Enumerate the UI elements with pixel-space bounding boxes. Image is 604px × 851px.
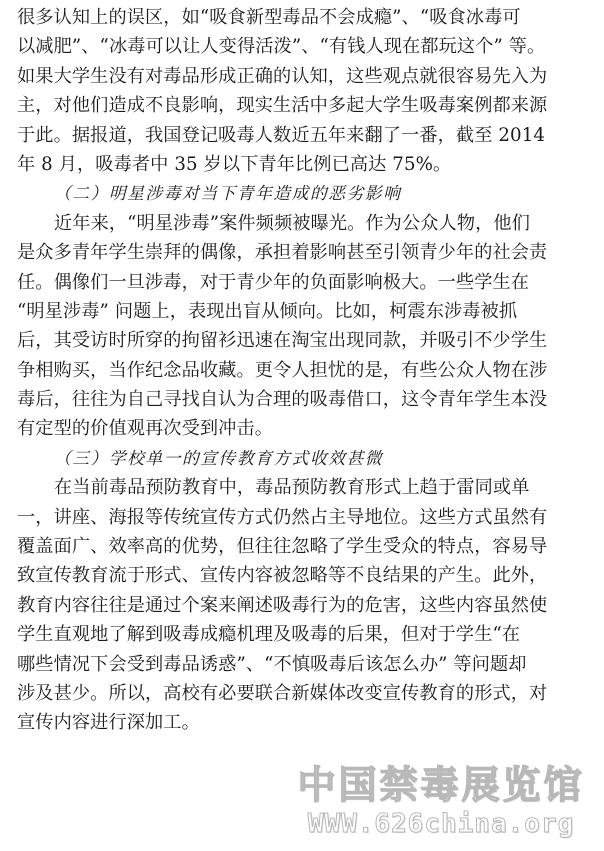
section-heading: （二）明星涉毒对当下青年造成的恶劣影响 [54, 183, 402, 204]
paragraph-line: 如果大学生没有对毒品形成正确的认知，这些观点就很容易先入为 [17, 65, 548, 87]
paragraph-line: 主，对他们造成不良影响，现实生活中多起大学生吸毒案例都来源 [17, 95, 548, 117]
paragraph-line: 争相购买，当作纪念品收藏。更令人担忧的是，有些公众人物在涉 [17, 359, 548, 381]
paragraph-line: 教育内容往往是通过个案来阐述吸毒行为的危害，这些内容虽然使 [17, 594, 548, 616]
section-3 [17, 444, 587, 738]
paragraph-line: 任。偶像们一旦涉毒，对于青少年的负面影响极大。一些学生在 [17, 271, 530, 293]
paragraph-line: 涉及甚少。所以，高校有必要联合新媒体改变宣传教育的形式，对 [17, 682, 548, 704]
paragraph-line: 于此。据报道，我国登记吸毒人数近五年来翻了一番，截至 2014 [17, 124, 546, 146]
section-1-tail [17, 3, 587, 179]
watermark-url: WWW.626china.org [307, 809, 575, 839]
section-heading: （三）学校单一的宣传教育方式收效甚微 [54, 447, 384, 468]
section-2 [17, 179, 587, 444]
paragraph-line: 有定型的价值观再次受到冲击。 [17, 418, 274, 440]
paragraph-line: 年 8 月，吸毒者中 35 岁以下青年比例已高达 75%。 [17, 153, 452, 175]
paragraph-line: 在当前毒品预防教育中，毒品预防教育形式上趋于雷同或单 [54, 477, 530, 499]
paragraph-line: 很多认知上的误区，如“吸食新型毒品不会成瘾”、“吸食冰毒可 [17, 7, 521, 28]
paragraph-line: 以减肥”、“冰毒可以让人变得活泼”、“有钱人现在都玩这个” 等。 [17, 36, 546, 58]
paragraph-line: 覆盖面广、效率高的优势，但往往忽略了学生受众的特点，容易导 [17, 536, 548, 558]
document-page [17, 0, 587, 738]
paragraph-line: 近年来，“明星涉毒”案件频频被曝光。作为公众人物，他们 [54, 212, 530, 234]
paragraph-line: 后，其受访时所穿的拘留衫迅速在淘宝出现同款，并吸引不少学生 [17, 330, 548, 352]
paragraph-line: 学生直观地了解到吸毒成瘾机理及吸毒的后果，但对于学生“在 [17, 624, 521, 646]
paragraph-line: 毒后，往往为自己寻找自认为合理的吸毒借口，这令青年学生本没 [17, 389, 548, 411]
paragraph-line: 一，讲座、海报等传统宣传方式仍然占主导地位。这些方式虽然有 [17, 506, 548, 528]
paragraph-line: 宣传内容进行深加工。 [17, 712, 200, 734]
paragraph-line: 哪些情况下会受到毒品诱惑”、“不慎吸毒后该怎么办” 等问题却 [17, 653, 527, 675]
paragraph-line: 致宣传教育流于形式、宣传内容被忽略等不良结果的产生。此外， [17, 565, 548, 587]
watermark-title: 中国禁毒展览馆 [297, 763, 585, 807]
paragraph-line: “明星涉毒” 问题上，表现出盲从倾向。比如，柯震东涉毒被抓 [17, 300, 518, 322]
watermark [290, 762, 592, 844]
paragraph-line: 是众多青年学生崇拜的偶像，承担着影响甚至引领青少年的社会责 [17, 242, 548, 264]
